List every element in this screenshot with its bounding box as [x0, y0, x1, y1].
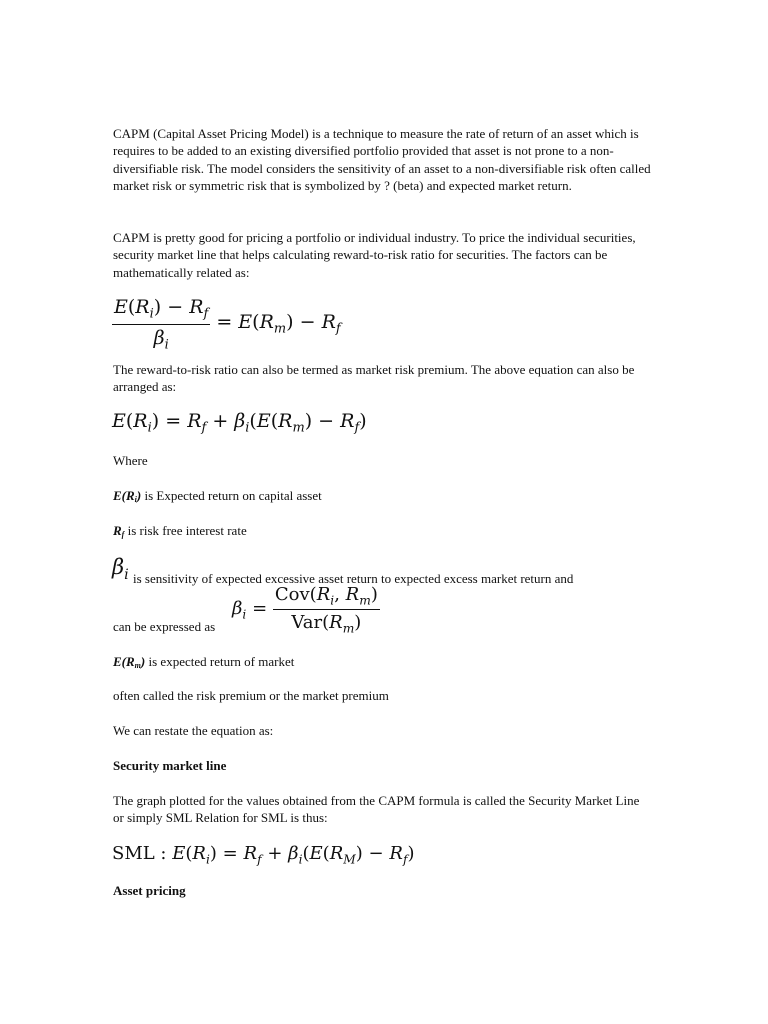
beta-numerator: $Cov(R_i$, $R_m$): [274, 584, 378, 608]
equation-beta-formula: $\beta_i$ = $\frac{Cov(R_i, R_m)}{Var(R_m)}$: [232, 584, 378, 636]
equation-reward-to-risk: $\frac{E(R_i) - R_f}{\beta_i}$ = $E(R_m) - R_f$: [114, 296, 341, 353]
paragraph-sml: The graph plotted for the values obtained from the CAPM formula is called the Security Market Line or simply SML Relation for SML is thus:: [113, 793, 640, 826]
term-risk-free-rate: $R_f$: [113, 523, 125, 539]
heading-asset-pricing: Asset pricing: [113, 883, 186, 898]
paragraph-capm-pricing: CAPM is pretty good for pricing a portfolio or individual industry. To price the individual securities, security market line that helps calculating reward-to-risk ratio for securities. The factors can be mathematically related as:: [113, 230, 636, 280]
where-label: Where: [113, 453, 148, 468]
term-expected-return-market: $E(R_m)$: [113, 654, 146, 670]
paragraph-capm-definition: CAPM (Capital Asset Pricing Model) is a technique to measure the rate of return of an asset which is requires to be added to an existing diversified portfolio provided that asset is not prone to a non-diversifiable risk. The model considers the sensitivity of an asset to a non-diversifiable risk often called market risk or symmetric risk that is symbolized by ? (beta) and expected market return.: [113, 126, 651, 193]
fraction-numerator: $E(R_i) - R_f$: [114, 296, 209, 322]
equation-sml: SML : $E(R_i) = R_f + \beta_i(E(R_M) - R_f)$: [112, 843, 415, 867]
beta-denominator: $Var(R_m)$: [273, 609, 380, 635]
equation-capm-expected-return: $E(R_i) = R_f + \beta_i(E(R_m) - R_f)$: [112, 410, 367, 436]
restate-line: We can restate the equation as:: [113, 723, 274, 738]
definition-beta: is sensitivity of expected excessive asset return to expected excess market return and: [133, 571, 574, 586]
fraction-denominator: $\beta_i$: [112, 324, 210, 353]
definition-risk-free-rate: $R_f$ is risk free interest rate: [113, 523, 247, 539]
equation-fraction: [112, 296, 210, 352]
definition-expected-return-market: $E(R_m)$ is expected return of market: [113, 654, 295, 670]
definition-beta-continued: can be expressed as: [113, 619, 216, 634]
heading-security-market-line: Security market line: [113, 758, 227, 773]
paragraph-market-risk-premium: The reward-to-risk ratio can also be termed as market risk premium. The above equation can also be arranged as:: [113, 362, 635, 395]
beta-symbol: $\beta_i$: [112, 555, 129, 583]
risk-premium-line: often called the risk premium or the market premium: [113, 688, 389, 703]
definition-expected-return-asset: $E(R_i)$ is Expected return on capital asset: [113, 488, 322, 504]
beta-fraction: [273, 584, 380, 636]
term-expected-return-asset: $E(R_i)$: [113, 488, 142, 504]
